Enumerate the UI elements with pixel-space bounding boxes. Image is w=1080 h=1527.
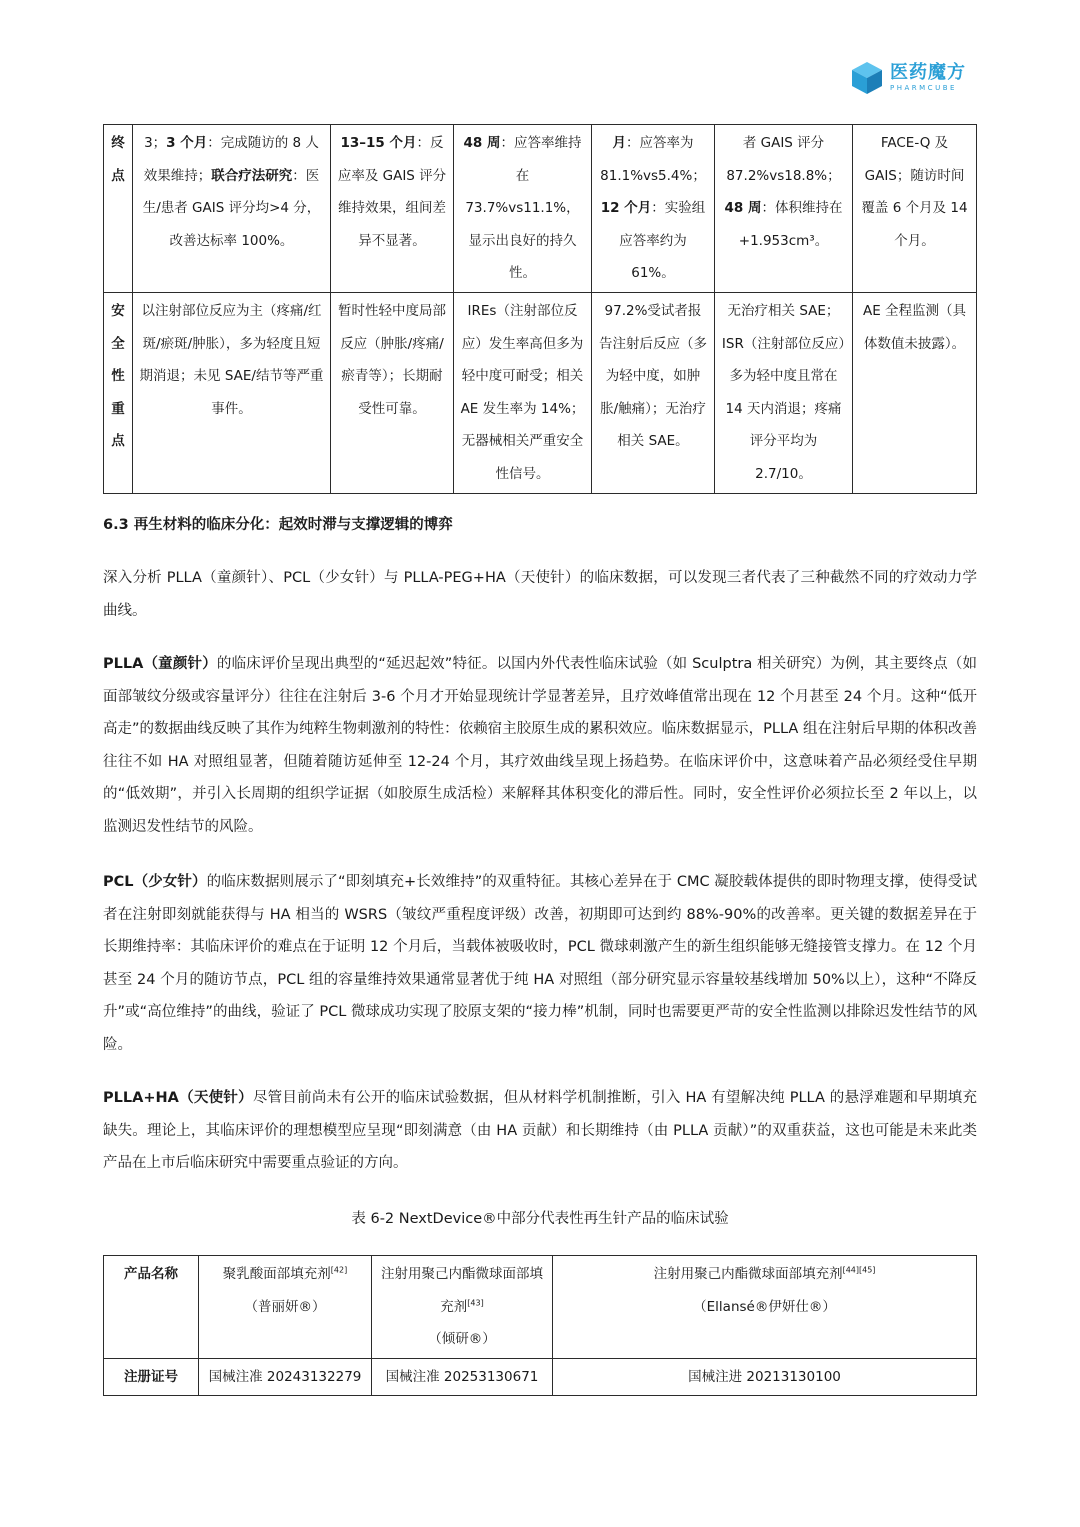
cell-text-run: ：实验组应答率约为 61%。 — [619, 200, 706, 282]
cell-text-run: ：完成随访的 8 人效果维持； — [143, 135, 319, 184]
paragraph-lead: PLLA+HA（天使针） — [103, 1090, 253, 1106]
paragraph-lead: PLLA（童颜针） — [103, 656, 217, 672]
product-name-cell: 注射用聚己内酯微球面部填充剂[44][45] （Ellansé®伊妍仕®） — [553, 1256, 977, 1359]
cell-text-run: 月 — [612, 135, 626, 151]
product-name-label: 产品名称 — [104, 1256, 199, 1359]
endpoint-cell — [853, 125, 977, 293]
cell-text-run: ：医生/患者 GAIS 评分均>4 分，改善达标率 100%。 — [142, 167, 321, 249]
safety-header: 安 全 性 重 点 — [104, 292, 133, 493]
cube-logo-icon — [850, 60, 884, 96]
product-name-row — [104, 1256, 977, 1359]
endpoint-cell — [331, 125, 454, 293]
cell-text-run: 3； — [144, 135, 167, 151]
paragraph-body: 尽管目前尚未有公开的临床试验数据，但从材料学机制推断，引入 HA 有望解决纯 PLLA 的悬浮难题和早期填充缺失。理论上，其临床评价的理想模型应呈现“即刻满意（由 HA 贡献）和长期维持（由 PLLA 贡献）”的双重获益，这也可能是未来此类产品在上市后临床研究中需要重点验证的方向。 — [103, 1090, 977, 1172]
cell-text-run: 联合疗法研究 — [211, 167, 293, 184]
table-caption: 表 6-2 NextDevice®中部分代表性再生针产品的临床试验 — [351, 1211, 729, 1227]
cell-text-run: 13–15 个月 — [340, 135, 417, 151]
paragraph-plla — [103, 648, 977, 844]
cell-text-run: ：反应率及 GAIS 评分维持效果，组间差异不显著。 — [337, 135, 447, 249]
cell-text-run: 3 个月 — [166, 135, 208, 151]
safety-cell: 97.2%受试者报告注射后反应（多为轻中度，如肿胀/触痛）；无治疗相关 SAE。 — [592, 292, 715, 493]
safety-cell: AE 全程监测（具体数值未披露）。 — [853, 292, 977, 493]
product-name-cell: 注射用聚己内酯微球面部填充剂[43] （倾研®） — [372, 1256, 553, 1359]
registration-cell: 国械注进 20213130100 — [553, 1358, 977, 1396]
logo-cn-text: 医药魔方 — [890, 62, 966, 83]
paragraph-plla-ha — [103, 1082, 977, 1180]
product-registration-table — [103, 1255, 977, 1396]
cell-text-run: ：体积维持在+1.953cm³。 — [738, 200, 843, 249]
endpoint-cell — [133, 125, 331, 293]
paragraph-lead: PCL（少女针） — [103, 874, 207, 890]
cell-text-run: 12 个月 — [600, 200, 652, 217]
registration-cell: 国械注准 20253130671 — [372, 1358, 553, 1396]
logo-en-text: PHARMCUBE — [890, 84, 957, 92]
cell-text-run: FACE-Q 及 GAIS；随访时间覆盖 6 个月及 14 个月。 — [861, 135, 968, 249]
section-title: 6.3 再生材料的临床分化：起效时滞与支撑逻辑的博弈 — [103, 517, 453, 533]
endpoint-header: 终 点 — [104, 125, 133, 293]
cell-text-run: 48 周 — [724, 200, 762, 217]
paragraph-pcl — [103, 866, 977, 1062]
pharmcube-logo — [850, 60, 966, 96]
safety-cell: 暂时性轻中度局部反应（肿胀/疼痛/瘀青等）；长期耐受性可靠。 — [331, 292, 454, 493]
endpoint-cell — [592, 125, 715, 293]
cell-text-run: 者 GAIS 评分 87.2%vs18.8%； — [726, 135, 841, 184]
product-name-cell: 聚乳酸面部填充剂[42] （普丽妍®） — [199, 1256, 372, 1359]
registration-cell: 国械注准 20243132279 — [199, 1358, 372, 1396]
paragraph-body: 的临床评价呈现出典型的“延迟起效”特征。以国内外代表性临床试验（如 Sculptra 相关研究）为例，其主要终点（如面部皱纹分级或容量评分）往往在注射后 3-6 个月才开始显现统计学显著差异，且疗效峰值常出现在 12 个月甚至 24 个月。这种“低开高走”的数据曲线反映了其作为纯粹生物刺激剂的特性：依赖宿主胶原生成的累积效应。临床数据显示，PLLA 组在注射后早期的体积改善往往不如 HA 对照组显著，但随着随访延伸至 12-24 个月，其疗效曲线呈现上扬趋势。在临床评价中，这意味着产品必须经受住早期的“低效期”，并引入长周期的组织学证据（如胶原生成活检）来解释其体积变化的滞后性。同时，安全性评价必须拉长至 2 年以上，以监测迟发性结节的风险。 — [103, 656, 978, 835]
safety-cell: 无治疗相关 SAE；ISR（注射部位反应）多为轻中度且常在 14 天内消退；疼痛评分平均为 2.7/10。 — [715, 292, 853, 493]
cell-text-run: ：应答率为 81.1%vs5.4%； — [600, 135, 706, 184]
cell-text-run: ：应答率维持在 73.7%vs11.1%，显示出良好的持久性。 — [465, 135, 582, 282]
paragraph-intro: 深入分析 PLLA（童颜针）、PCL（少女针）与 PLLA-PEG+HA（天使针）的临床数据，可以发现三者代表了三种截然不同的疗效动力学曲线。 — [103, 570, 977, 619]
cell-text-run: 48 周 — [463, 135, 501, 151]
endpoint-row — [104, 125, 977, 293]
endpoint-cell — [715, 125, 853, 293]
safety-row — [104, 292, 977, 493]
clinical-comparison-table — [103, 124, 977, 494]
registration-row — [104, 1358, 977, 1396]
safety-cell: IREs（注射部位反应）发生率高但多为轻中度可耐受；相关 AE 发生率为 14%；无器械相关严重安全性信号。 — [454, 292, 592, 493]
safety-cell: 以注射部位反应为主（疼痛/红斑/瘀斑/肿胀），多为轻度且短期消退；未见 SAE/结节等严重事件。 — [133, 292, 331, 493]
endpoint-cell — [454, 125, 592, 293]
registration-label: 注册证号 — [104, 1358, 199, 1396]
paragraph-body: 的临床数据则展示了“即刻填充+长效维持”的双重特征。其核心差异在于 CMC 凝胶载体提供的即时物理支撑，使得受试者在注射即刻就能获得与 HA 相当的 WSRS（皱纹严重程度评级）改善，初期即可达到约 88%-90%的改善率。更关键的数据差异在于长期维持率：其临床评价的难点在于证明 12 个月后，当载体被吸收时，PCL 微球刺激产生的新生组织能够无缝接管支撑力。在 12 个月甚至 24 个月的随访节点，PCL 组的容量维持效果通常显著优于纯 HA 对照组（部分研究显示容量较基线增加 50%以上），这种“不降反升”或“高位维持”的曲线，验证了 PCL 微球成功实现了胶原支架的“接力棒”机制，同时也需要更严苛的安全性监测以排除迟发性结节的风险。 — [103, 874, 977, 1053]
